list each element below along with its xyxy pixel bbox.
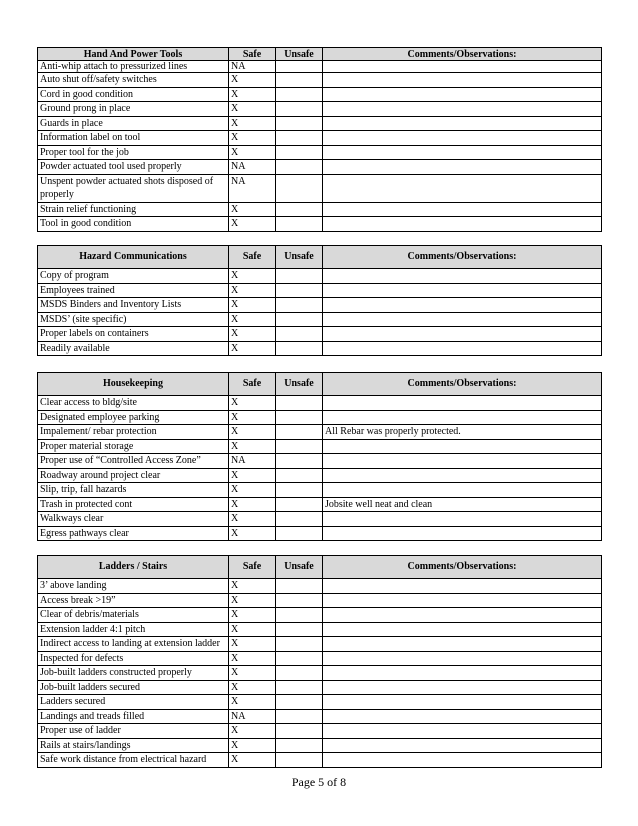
- comment-cell: [323, 666, 602, 681]
- table-row: [38, 637, 602, 652]
- table-row: [38, 526, 602, 541]
- safe-cell: X: [229, 396, 276, 411]
- comments-column-header: Comments/Observations:: [323, 246, 602, 269]
- item-label: Extension ladder 4:1 pitch: [38, 622, 229, 637]
- safe-cell: NA: [229, 160, 276, 175]
- unsafe-cell: [276, 283, 323, 298]
- safe-cell: X: [229, 608, 276, 623]
- unsafe-cell: [276, 61, 323, 73]
- unsafe-cell: [276, 666, 323, 681]
- unsafe-cell: [276, 497, 323, 512]
- item-label: Powder actuated tool used properly: [38, 160, 229, 175]
- comment-cell: [323, 327, 602, 342]
- table-row: [38, 131, 602, 146]
- table-row: [38, 483, 602, 498]
- unsafe-cell: [276, 298, 323, 313]
- safe-column-header: Safe: [229, 48, 276, 61]
- safe-cell: X: [229, 738, 276, 753]
- comment-cell: [323, 651, 602, 666]
- item-label: Clear of debris/materials: [38, 608, 229, 623]
- page-number: Page 5 of 8: [291, 775, 347, 789]
- comment-cell: [323, 738, 602, 753]
- safe-cell: X: [229, 269, 276, 284]
- section-header-row: [38, 48, 602, 61]
- item-label: Strain relief functioning: [38, 202, 229, 217]
- safe-cell: X: [229, 202, 276, 217]
- item-label: Trash in protected cont: [38, 497, 229, 512]
- safe-cell: X: [229, 483, 276, 498]
- unsafe-cell: [276, 709, 323, 724]
- item-label: Job-built ladders constructed properly: [38, 666, 229, 681]
- unsafe-cell: [276, 608, 323, 623]
- safe-cell: X: [229, 637, 276, 652]
- unsafe-cell: [276, 102, 323, 117]
- sec-tools-table: [37, 47, 602, 232]
- safe-cell: X: [229, 753, 276, 768]
- item-label: Ladders secured: [38, 695, 229, 710]
- safe-cell: NA: [229, 61, 276, 73]
- section-header-row: [38, 246, 602, 269]
- safe-cell: X: [229, 724, 276, 739]
- item-label: Landings and treads filled: [38, 709, 229, 724]
- table-row: [38, 622, 602, 637]
- unsafe-cell: [276, 131, 323, 146]
- safe-cell: X: [229, 312, 276, 327]
- safe-cell: X: [229, 593, 276, 608]
- item-label: Information label on tool: [38, 131, 229, 146]
- table-row: [38, 651, 602, 666]
- table-row: [38, 512, 602, 527]
- safe-column-header: Safe: [229, 246, 276, 269]
- comments-column-header: Comments/Observations:: [323, 48, 602, 61]
- table-row: [38, 454, 602, 469]
- unsafe-cell: [276, 622, 323, 637]
- table-row: [38, 269, 602, 284]
- unsafe-cell: [276, 695, 323, 710]
- section-title: Housekeeping: [38, 373, 229, 396]
- item-label: Slip, trip, fall hazards: [38, 483, 229, 498]
- safe-cell: X: [229, 73, 276, 88]
- item-label: Anti-whip attach to pressurized lines: [38, 61, 229, 73]
- comment-cell: [323, 145, 602, 160]
- table-row: [38, 695, 602, 710]
- table-row: [38, 497, 602, 512]
- comment-cell: [323, 512, 602, 527]
- comment-cell: [323, 283, 602, 298]
- unsafe-cell: [276, 341, 323, 356]
- safe-cell: NA: [229, 454, 276, 469]
- section-title: Hazard Communications: [38, 246, 229, 269]
- comment-cell: [323, 174, 602, 202]
- item-label: Rails at stairs/landings: [38, 738, 229, 753]
- table-row: [38, 283, 602, 298]
- unsafe-cell: [276, 724, 323, 739]
- comment-cell: [323, 753, 602, 768]
- table-row: [38, 439, 602, 454]
- item-label: Readily available: [38, 341, 229, 356]
- table-row: [38, 174, 602, 202]
- item-label: Designated employee parking: [38, 410, 229, 425]
- safe-cell: X: [229, 425, 276, 440]
- item-label: MSDS’ (site specific): [38, 312, 229, 327]
- safe-cell: X: [229, 579, 276, 594]
- unsafe-cell: [276, 593, 323, 608]
- comment-cell: [323, 468, 602, 483]
- item-label: Indirect access to landing at extension ladder: [38, 637, 229, 652]
- unsafe-cell: [276, 396, 323, 411]
- comment-cell: [323, 116, 602, 131]
- unsafe-cell: [276, 651, 323, 666]
- table-row: [38, 102, 602, 117]
- comment-cell: [323, 202, 602, 217]
- comment-cell: Jobsite well neat and clean: [323, 497, 602, 512]
- unsafe-cell: [276, 217, 323, 232]
- comment-cell: [323, 217, 602, 232]
- safe-cell: X: [229, 341, 276, 356]
- unsafe-cell: [276, 410, 323, 425]
- item-label: Guards in place: [38, 116, 229, 131]
- unsafe-cell: [276, 327, 323, 342]
- item-label: MSDS Binders and Inventory Lists: [38, 298, 229, 313]
- item-label: Auto shut off/safety switches: [38, 73, 229, 88]
- comment-cell: [323, 709, 602, 724]
- unsafe-cell: [276, 116, 323, 131]
- item-label: Employees trained: [38, 283, 229, 298]
- comments-column-header: Comments/Observations:: [323, 556, 602, 579]
- unsafe-cell: [276, 483, 323, 498]
- table-row: [38, 87, 602, 102]
- item-label: Unspent powder actuated shots disposed of properly: [38, 174, 229, 202]
- table-row: [38, 738, 602, 753]
- item-label: Clear access to bldg/site: [38, 396, 229, 411]
- unsafe-cell: [276, 73, 323, 88]
- safe-cell: X: [229, 145, 276, 160]
- comment-cell: [323, 312, 602, 327]
- comment-cell: [323, 160, 602, 175]
- unsafe-cell: [276, 637, 323, 652]
- safe-cell: X: [229, 298, 276, 313]
- comment-cell: [323, 131, 602, 146]
- safe-cell: X: [229, 468, 276, 483]
- item-label: Proper use of ladder: [38, 724, 229, 739]
- comment-cell: [323, 579, 602, 594]
- safe-cell: NA: [229, 174, 276, 202]
- comment-cell: All Rebar was properly protected.: [323, 425, 602, 440]
- table-row: [38, 410, 602, 425]
- section-title: Ladders / Stairs: [38, 556, 229, 579]
- section-title: Hand And Power Tools: [38, 48, 229, 61]
- unsafe-column-header: Unsafe: [276, 246, 323, 269]
- comment-cell: [323, 396, 602, 411]
- comment-cell: [323, 526, 602, 541]
- unsafe-cell: [276, 579, 323, 594]
- unsafe-cell: [276, 753, 323, 768]
- unsafe-cell: [276, 468, 323, 483]
- unsafe-cell: [276, 174, 323, 202]
- table-row: [38, 217, 602, 232]
- safe-cell: X: [229, 410, 276, 425]
- comment-cell: [323, 622, 602, 637]
- safe-cell: X: [229, 87, 276, 102]
- unsafe-cell: [276, 269, 323, 284]
- unsafe-cell: [276, 312, 323, 327]
- item-label: Ground prong in place: [38, 102, 229, 117]
- safe-cell: X: [229, 680, 276, 695]
- table-row: [38, 753, 602, 768]
- item-label: Proper material storage: [38, 439, 229, 454]
- sec-ladders-table: [37, 555, 602, 768]
- unsafe-column-header: Unsafe: [276, 556, 323, 579]
- safe-cell: X: [229, 497, 276, 512]
- table-row: [38, 145, 602, 160]
- item-label: Job-built ladders secured: [38, 680, 229, 695]
- safe-cell: X: [229, 102, 276, 117]
- section-header-row: [38, 373, 602, 396]
- table-row: [38, 341, 602, 356]
- comment-cell: [323, 73, 602, 88]
- table-row: [38, 666, 602, 681]
- table-row: [38, 593, 602, 608]
- table-row: [38, 608, 602, 623]
- unsafe-cell: [276, 454, 323, 469]
- table-row: [38, 396, 602, 411]
- comment-cell: [323, 410, 602, 425]
- unsafe-column-header: Unsafe: [276, 373, 323, 396]
- unsafe-column-header: Unsafe: [276, 48, 323, 61]
- comment-cell: [323, 593, 602, 608]
- comment-cell: [323, 298, 602, 313]
- unsafe-cell: [276, 202, 323, 217]
- comment-cell: [323, 695, 602, 710]
- comment-cell: [323, 454, 602, 469]
- comment-cell: [323, 637, 602, 652]
- item-label: Tool in good condition: [38, 217, 229, 232]
- table-row: [38, 73, 602, 88]
- unsafe-cell: [276, 738, 323, 753]
- table-row: [38, 680, 602, 695]
- unsafe-cell: [276, 680, 323, 695]
- unsafe-cell: [276, 512, 323, 527]
- unsafe-cell: [276, 526, 323, 541]
- safe-cell: X: [229, 526, 276, 541]
- safe-column-header: Safe: [229, 373, 276, 396]
- sec-hazcom-table: [37, 245, 602, 356]
- item-label: Access break >19”: [38, 593, 229, 608]
- unsafe-cell: [276, 425, 323, 440]
- comment-cell: [323, 680, 602, 695]
- item-label: Egress pathways clear: [38, 526, 229, 541]
- item-label: Roadway around project clear: [38, 468, 229, 483]
- comment-cell: [323, 724, 602, 739]
- safe-cell: X: [229, 512, 276, 527]
- item-label: Impalement/ rebar protection: [38, 425, 229, 440]
- comment-cell: [323, 61, 602, 73]
- safe-cell: X: [229, 131, 276, 146]
- item-label: Copy of program: [38, 269, 229, 284]
- comment-cell: [323, 102, 602, 117]
- safe-cell: X: [229, 283, 276, 298]
- table-row: [38, 579, 602, 594]
- comment-cell: [323, 341, 602, 356]
- table-row: [38, 709, 602, 724]
- unsafe-cell: [276, 87, 323, 102]
- item-label: Inspected for defects: [38, 651, 229, 666]
- unsafe-cell: [276, 160, 323, 175]
- section-header-row: [38, 556, 602, 579]
- sec-house-table: [37, 372, 602, 541]
- unsafe-cell: [276, 439, 323, 454]
- safe-cell: NA: [229, 709, 276, 724]
- comment-cell: [323, 439, 602, 454]
- safe-cell: X: [229, 666, 276, 681]
- safe-column-header: Safe: [229, 556, 276, 579]
- comment-cell: [323, 269, 602, 284]
- safe-cell: X: [229, 695, 276, 710]
- unsafe-cell: [276, 145, 323, 160]
- item-label: 3’ above landing: [38, 579, 229, 594]
- comment-cell: [323, 87, 602, 102]
- item-label: Walkways clear: [38, 512, 229, 527]
- safe-cell: X: [229, 622, 276, 637]
- item-label: Proper tool for the job: [38, 145, 229, 160]
- table-row: [38, 202, 602, 217]
- safe-cell: X: [229, 651, 276, 666]
- comments-column-header: Comments/Observations:: [323, 373, 602, 396]
- table-row: [38, 298, 602, 313]
- item-label: Proper labels on containers: [38, 327, 229, 342]
- comment-cell: [323, 483, 602, 498]
- comment-cell: [323, 608, 602, 623]
- table-row: [38, 724, 602, 739]
- item-label: Safe work distance from electrical hazard: [38, 753, 229, 768]
- safe-cell: X: [229, 327, 276, 342]
- safe-cell: X: [229, 116, 276, 131]
- safe-cell: X: [229, 217, 276, 232]
- table-row: [38, 312, 602, 327]
- item-label: Cord in good condition: [38, 87, 229, 102]
- table-row: [38, 160, 602, 175]
- table-row: [38, 468, 602, 483]
- item-label: Proper use of “Controlled Access Zone”: [38, 454, 229, 469]
- safe-cell: X: [229, 439, 276, 454]
- table-row: [38, 61, 602, 73]
- table-row: [38, 425, 602, 440]
- table-row: [38, 327, 602, 342]
- table-row: [38, 116, 602, 131]
